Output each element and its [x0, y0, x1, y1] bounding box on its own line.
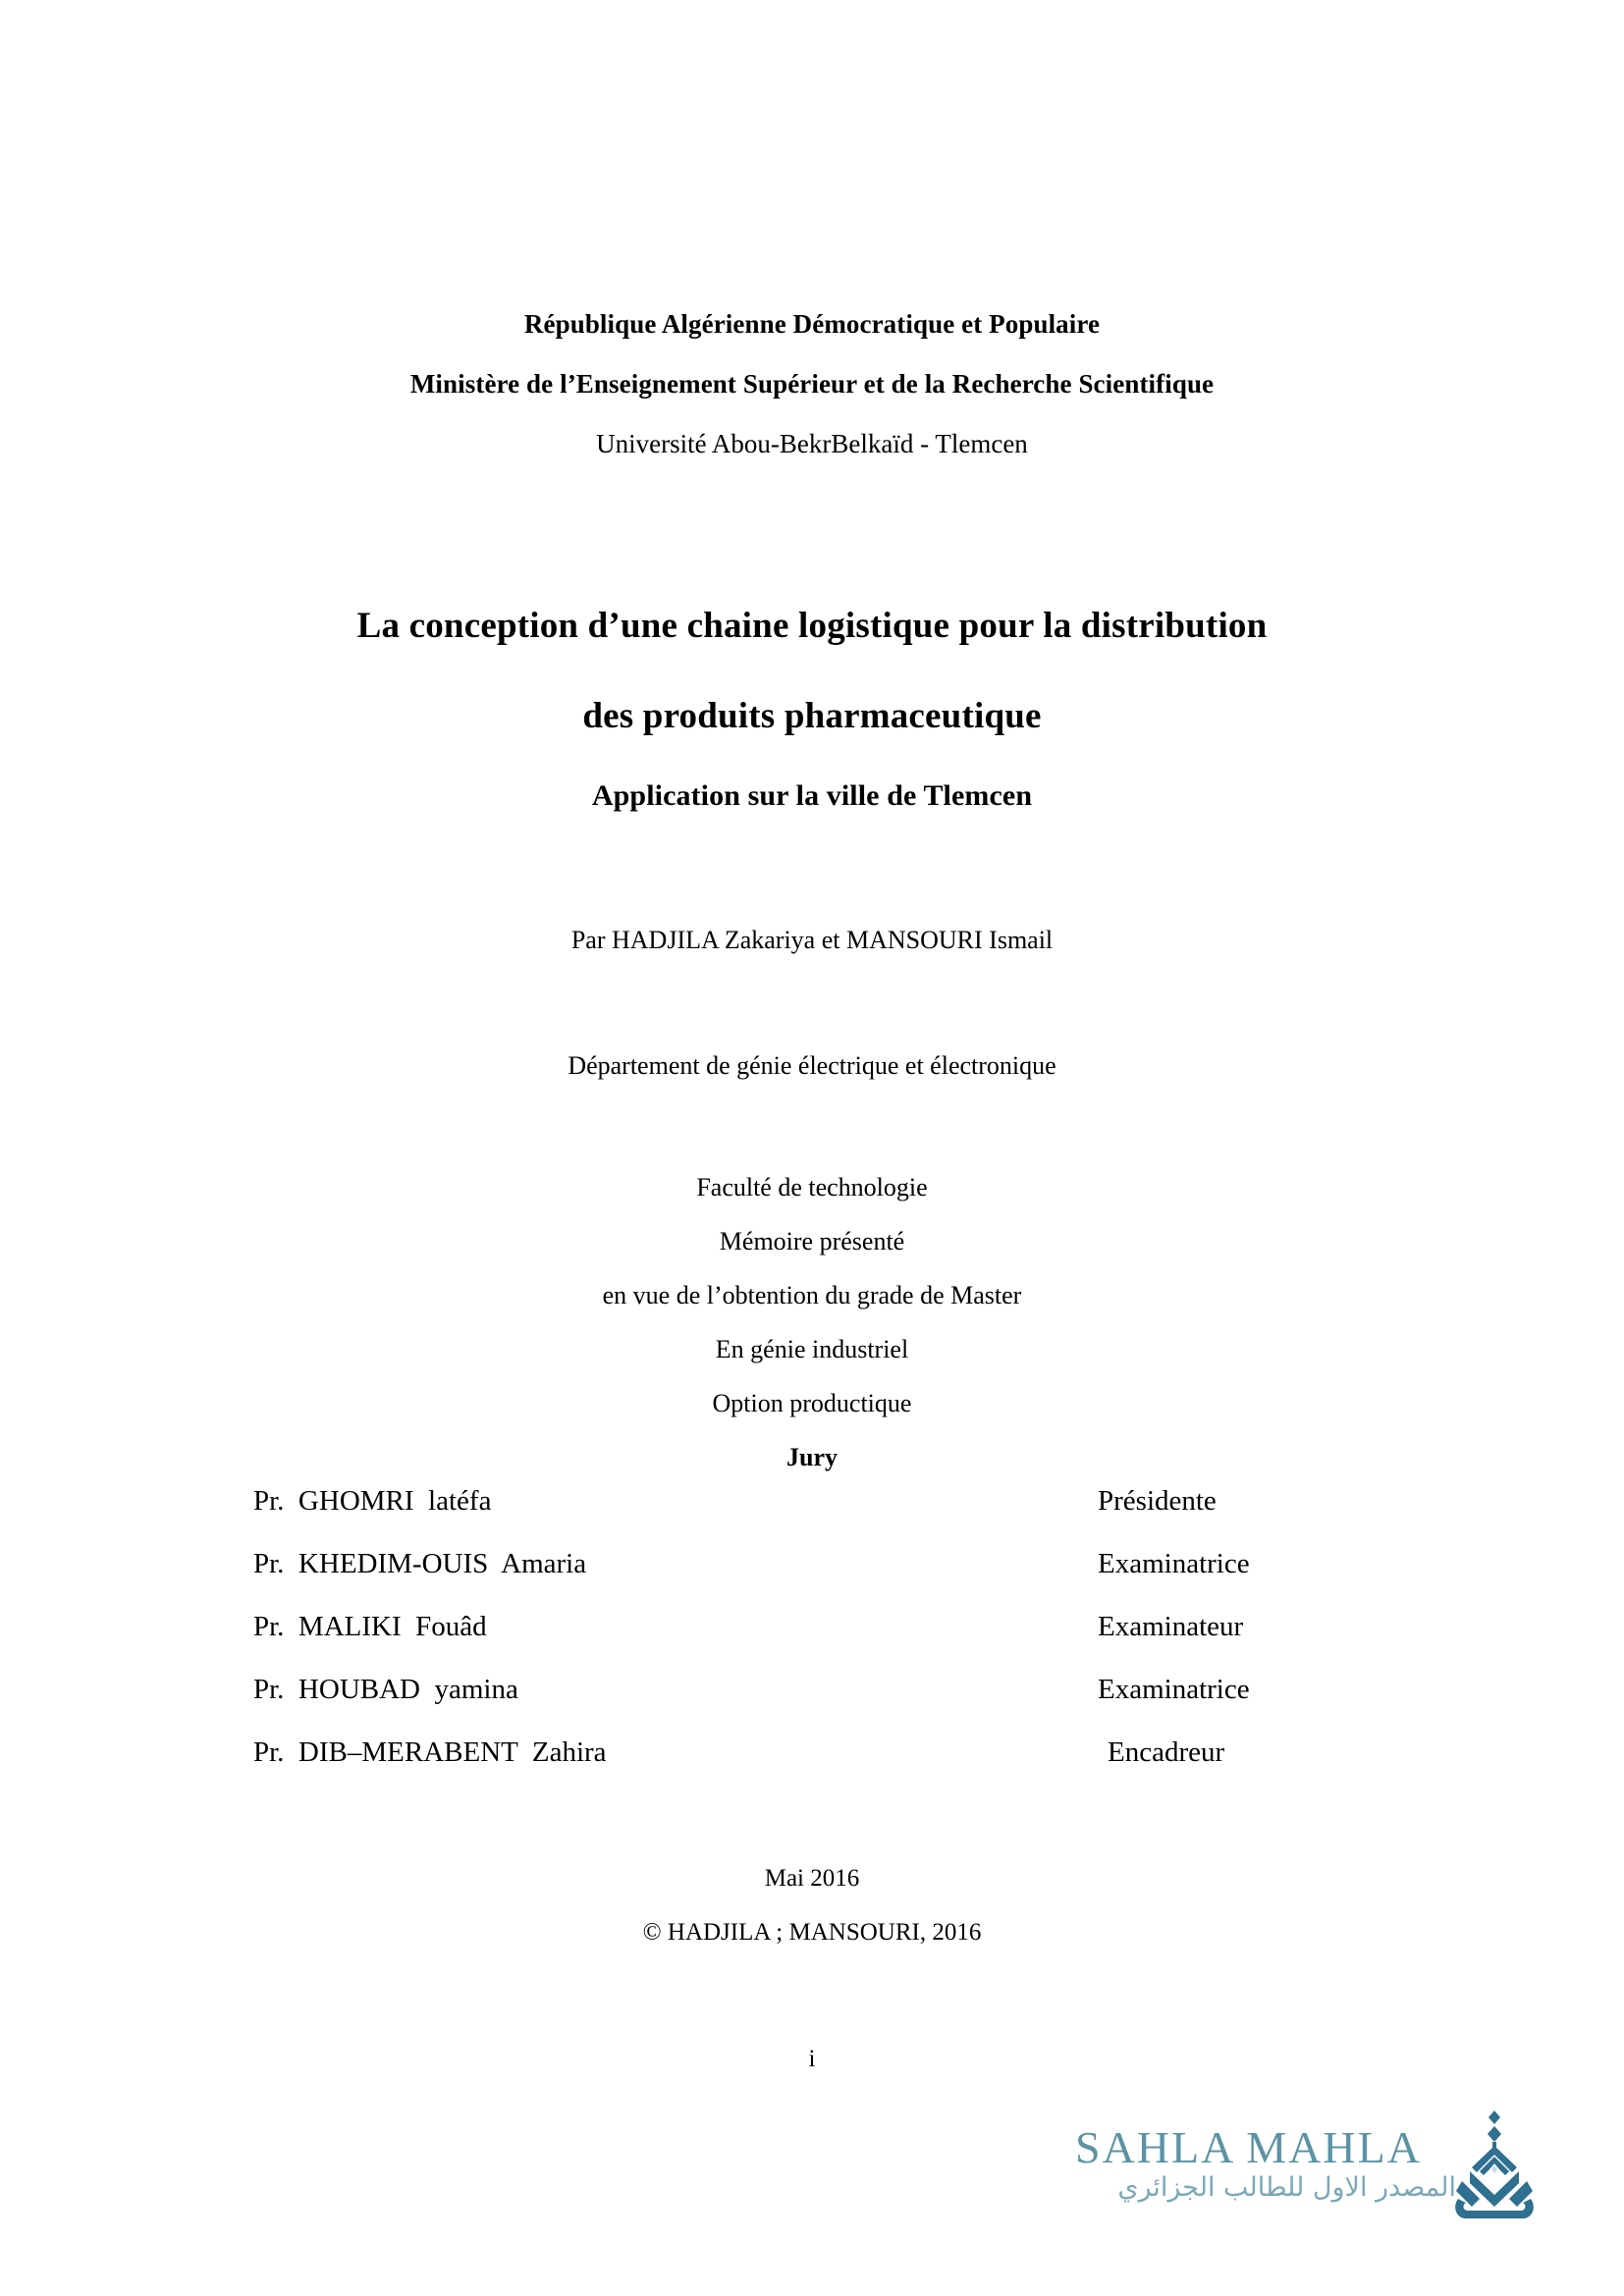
jury-member-name: Pr. MALIKI Fouâd — [253, 1611, 487, 1642]
program-block — [0, 1160, 1624, 1484]
ministry-line: Ministère de l’Enseignement Supérieur et de la Recherche Scientifique — [409, 369, 1215, 399]
watermark-brand-text: SAHLA MAHLA — [1075, 2122, 1422, 2172]
jury-member-role: Examinatrice — [1098, 1548, 1250, 1579]
publication-date: Mai 2016 — [764, 1865, 860, 1892]
jury-member-name: Pr. GHOMRI latéfa — [253, 1485, 492, 1517]
page-number: i — [808, 2046, 816, 2072]
jury-row — [0, 1595, 1624, 1658]
jury-member-role: Examinatrice — [1098, 1674, 1250, 1705]
jury-row — [0, 1532, 1624, 1595]
republic-line: République Algérienne Démocratique et Populaire — [523, 309, 1101, 339]
department-line: Département de génie électrique et électronique — [568, 1051, 1056, 1080]
memoire-line: Mémoire présenté — [719, 1227, 905, 1255]
jury-member-role: Examinateur — [1098, 1611, 1244, 1642]
jury-row — [0, 1658, 1624, 1721]
jury-list — [0, 1469, 1624, 1784]
institution-header — [0, 294, 1624, 473]
jury-member-name: Pr. DIB–MERABENT Zahira — [253, 1736, 607, 1768]
page-title-line-2: des produits pharmaceutique — [582, 696, 1042, 736]
faculty-line: Faculté de technologie — [696, 1173, 928, 1201]
jury-member-name: Pr. KHEDIM-OUIS Amaria — [253, 1548, 587, 1579]
thesis-title-block — [0, 581, 1624, 830]
jury-member-role: Encadreur — [1108, 1736, 1225, 1768]
sahla-mahla-logo-icon — [1450, 2109, 1539, 2231]
authors-line: Par HADJILA Zakariya et MANSOURI Ismail — [570, 926, 1054, 954]
jury-row — [0, 1721, 1624, 1784]
degree-purpose-line: en vue de l’obtention du grade de Master — [602, 1281, 1022, 1309]
field-line: En génie industriel — [715, 1335, 909, 1363]
watermark-arabic-tagline: المصدر الاول للطالب الجزائري — [1117, 2172, 1456, 2203]
option-line: Option productique — [712, 1389, 912, 1417]
page-subtitle: Application sur la ville de Tlemcen — [591, 779, 1033, 812]
page-title-line-1: La conception d’une chaine logistique pour la distribution — [356, 606, 1268, 646]
university-line: Université Abou-BekrBelkaïd - Tlemcen — [596, 429, 1028, 458]
jury-member-role: Présidente — [1098, 1485, 1217, 1517]
jury-member-name: Pr. HOUBAD yamina — [253, 1674, 518, 1705]
jury-row — [0, 1469, 1624, 1532]
sahla-mahla-watermark — [1075, 2122, 1566, 2240]
jury-heading: Jury — [786, 1443, 838, 1471]
copyright-line: © HADJILA ; MANSOURI, 2016 — [642, 1919, 982, 1946]
